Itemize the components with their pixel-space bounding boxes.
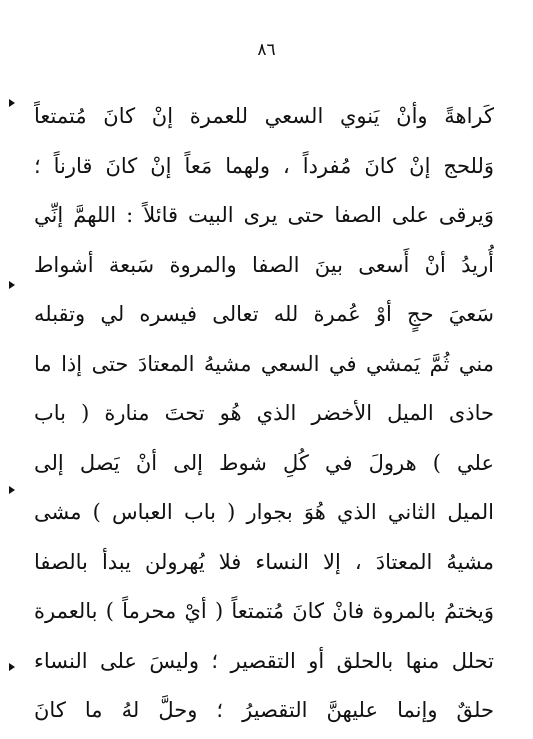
text-line: حلقٌ وإنما عليهنَّ التقصيرُ ؛ وحلَّ لهُ ما كانَ bbox=[34, 698, 494, 722]
margin-marker bbox=[9, 486, 15, 494]
text-line: وَيرقى على الصفا حتى يرى البيت قائلاً : اللهمَّ إنِّي bbox=[34, 203, 494, 227]
text-line: وَللحج إنْ كانَ مُفرداً ، ولهما مَعاً إنْ كانَ قارناً ؛ bbox=[34, 153, 494, 178]
text-line: كَراهةً وأنْ يَنوي السعي للعمرة إنْ كانَ مُتمتعاً bbox=[34, 104, 494, 128]
text-line: الميل الثاني الذي هُوَ بجوار ( باب العباس ) مشى bbox=[34, 500, 494, 524]
margin-marker bbox=[9, 99, 15, 107]
text-line: مشيهُ المعتادَ ، إلا النساء فلا يُهرولن يبدأ بالصفا bbox=[34, 549, 494, 574]
text-line: سَعيَ حجٍ أوْ عُمرة لله تعالى فيسره لي وتقبله bbox=[34, 302, 494, 326]
margin-marker bbox=[9, 663, 15, 671]
page-number: ٨٦ bbox=[257, 40, 276, 60]
text-line: تحلل منها بالحلق أو التقصير ؛ وليسَ على النساء bbox=[34, 648, 494, 673]
text-line: حاذى الميل الأخضر الذي هُو تحتَ منارة ( باب bbox=[34, 401, 494, 425]
margin-marker bbox=[9, 281, 15, 289]
text-line: مني ثُمَّ يَمشي في السعي مشيهُ المعتادَ حتى إذا ما bbox=[34, 351, 494, 376]
text-line: علي ) هرولَ في كُلِ شوط إلى أنْ يَصل إلى bbox=[34, 450, 494, 475]
text-line: أُريدُ أنْ أَسعى بينَ الصفا والمروة سَبعة أشواط bbox=[34, 252, 494, 277]
text-line: وَيختمُ بالمروة فانْ كانَ مُتمتعاً ( أيْ محرماً ) بالعمرة bbox=[34, 599, 494, 623]
body-text bbox=[34, 92, 494, 736]
